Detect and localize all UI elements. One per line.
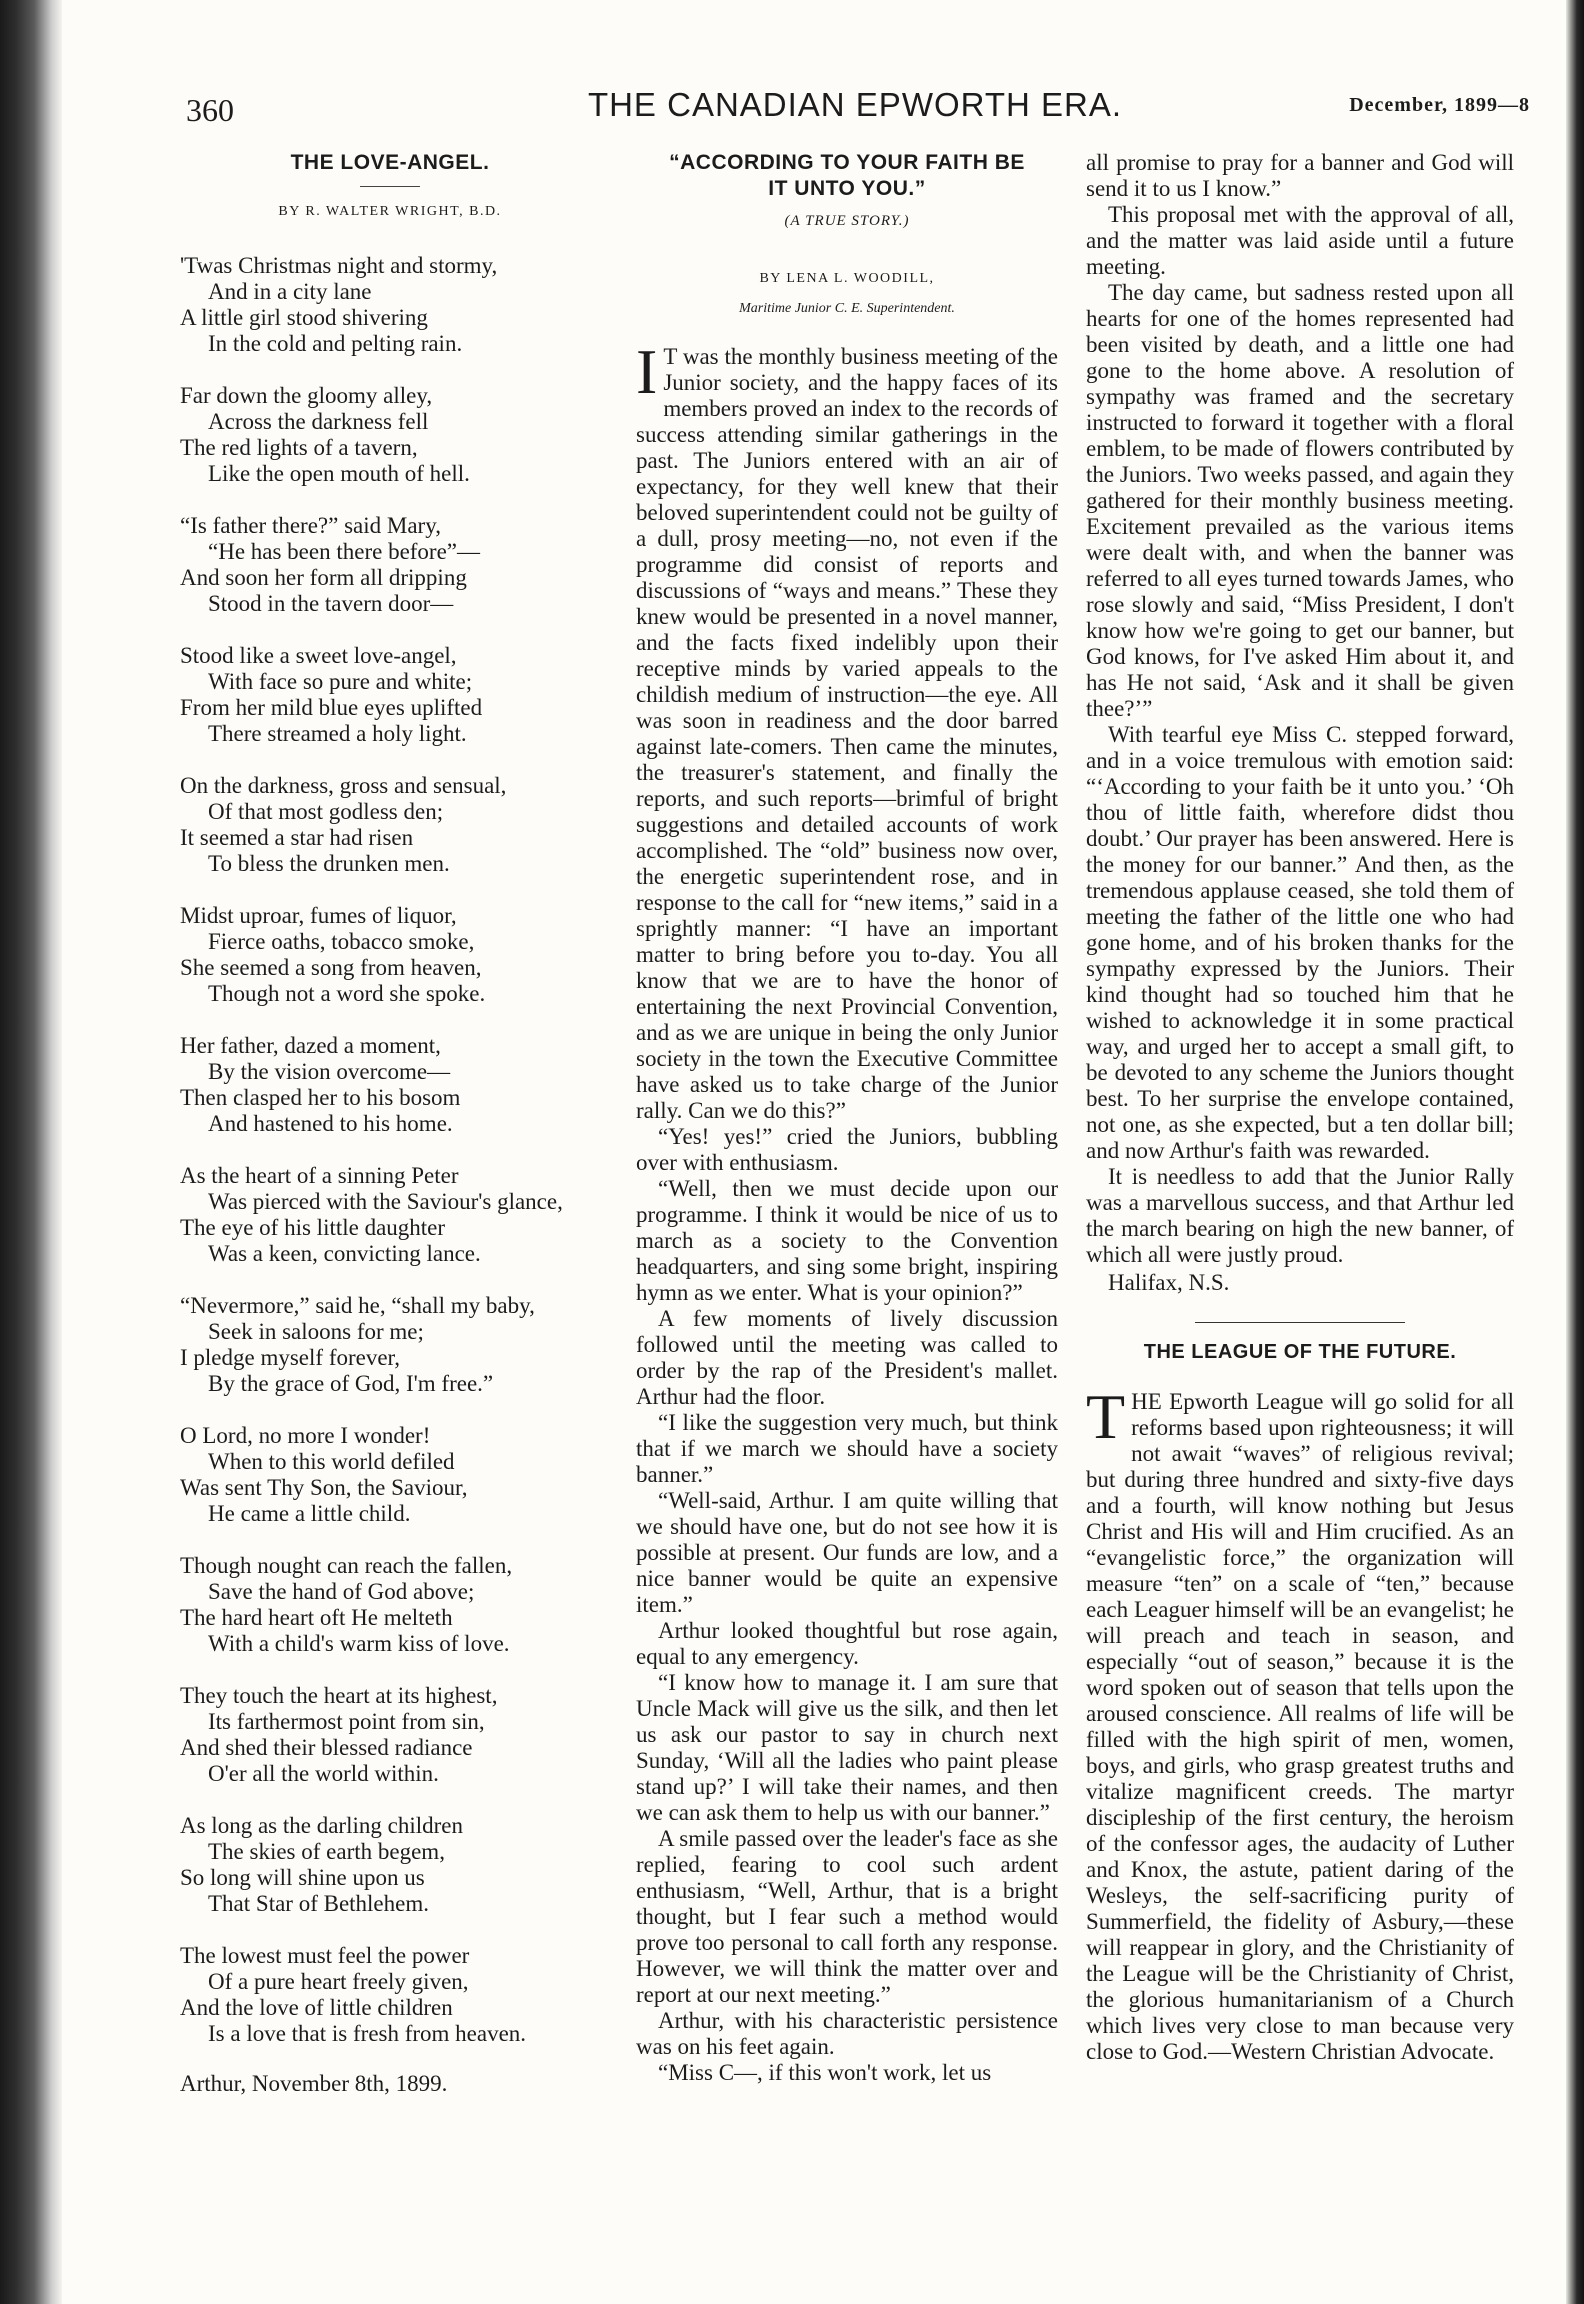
poem-stanza: [180, 773, 600, 877]
poem-line: Though not a word she spoke.: [208, 981, 486, 1006]
story-title: [636, 150, 1058, 202]
story-body: [636, 336, 1058, 2086]
poem-line: Stood like a sweet love-angel,: [180, 643, 457, 668]
story-paragraph: A few moments of lively discussion followed until the meeting was called to order by the rap of the President's mallet. Arthur had the floor.: [636, 1306, 1058, 1409]
poem-line: As the heart of a sinning Peter: [180, 1163, 459, 1188]
section-divider: [1195, 1322, 1405, 1323]
journal-title: THE CANADIAN EPWORTH ERA.: [587, 86, 1123, 123]
poem-stanzas: [180, 253, 600, 2047]
poem-line: “Is father there?” said Mary,: [180, 513, 441, 538]
story-paragraph: Arthur looked thoughtful but rose again, equal to any emergency.: [636, 1618, 1058, 1669]
poem-line: When to this world defiled: [208, 1449, 455, 1474]
story-paragraph: With tearful eye Miss C. stepped forward, and in a voice tremulous with emotion said: “‘According to your faith be it unto you.’ ‘Oh thou of little faith, wherefore didst thou doubt.’ Our prayer has been answered. Here is the money for our banner.” And then, as the tremendous applause ceased, she told them of meeting the father of the little one who had gone home, and of his broken thanks for the sympathy expressed by the Juniors. Their kind thought had so touched him that he wished to acknowledge it in some practical way, and urged her to accept a small gift, to be devoted to any scheme the Juniors thought best. To her surprise the envelope contained, not one, as she expected, but a ten dollar bill; and now Arthur's faith was rewarded.: [1086, 722, 1514, 1163]
poem-line: By the vision overcome—: [208, 1059, 451, 1084]
story-paragraph: “Miss C—, if this won't work, let us: [658, 2060, 992, 2085]
poem-line: In the cold and pelting rain.: [208, 331, 463, 356]
poem-stanza: [180, 903, 600, 1007]
poem-line: Its farthermost point from sin,: [208, 1709, 485, 1734]
poem-line: “He has been there before”—: [208, 539, 481, 564]
poem-line: Like the open mouth of hell.: [208, 461, 470, 486]
poem-line: Stood in the tavern door—: [208, 591, 454, 616]
poem-column: [180, 150, 600, 2097]
poem-line: Of a pure heart freely given,: [208, 1969, 469, 1994]
league-title: THE LEAGUE OF THE FUTURE.: [1143, 1341, 1457, 1363]
poem-line: The hard heart oft He melteth: [180, 1605, 453, 1630]
poem-line: He came a little child.: [208, 1501, 411, 1526]
poem-line: They touch the heart at its highest,: [180, 1683, 498, 1708]
story-title-line-1: “ACCORDING TO YOUR FAITH BE: [669, 151, 1025, 174]
story-paragraph: A smile passed over the leader's face as she replied, fearing to cool such ardent enthusiasm, “Well, Arthur, that is a bright thought, but I fear such a method would prove too personal to call forth any response. However, we will think the matter over and report at our next meeting.”: [636, 1826, 1058, 2007]
poem-line: I pledge myself forever,: [180, 1345, 401, 1370]
poem-stanza: [180, 1943, 600, 2047]
poem-line: Midst uproar, fumes of liquor,: [180, 903, 457, 928]
masthead: [180, 86, 1530, 136]
poem-line: Save the hand of God above;: [208, 1579, 475, 1604]
story-subtitle: (A TRUE STORY.): [784, 213, 910, 229]
poem-line: Was pierced with the Saviour's glance,: [208, 1189, 563, 1214]
poem-stanza: [180, 253, 600, 357]
poem-stanza: [180, 1813, 600, 1917]
poem-line: 'Twas Christmas night and stormy,: [180, 253, 498, 278]
poem-line: There streamed a holy light.: [208, 721, 467, 746]
story-paragraph: It is needless to add that the Junior Rally was a marvellous success, and that Arthur led the march bearing on high the new banner, of which all were justly proud.: [1086, 1164, 1514, 1267]
league-body: THE Epworth League will go solid for all reforms based upon righteousness; it will not await “waves” of religious revival; but during three hundred and sixty-five days and a fourth, will know nothing but Jesus Christ and His will and Him crucified. As an “evangelistic force,” the organization will measure “ten” on a scale of “ten,” because each Leaguer himself will be an evangelist; he will preach and teach in season, and especially “out of season,” because it is the word spoken out of season that tells upon the aroused conscience. All realms of life will be filled with the high spirit of men, women, boys, and girls, who grasp greatest truths and vitalize magnificent creeds. The martyr discipleship of the first century, the heroism of the confessor ages, the audacity of Luther and Knox, the astute, patient daring of the Wesleys, the self-sacrificing purity of Summerfield, the fidelity of Asbury,—these will reappear in glory, and the Christianity of the League will be the Christianity of Christ, the glorious humanitarianism of a Church which lives very close to man because very close to God.—Western Christian Advocate.: [1086, 1381, 1514, 2064]
poem-line: Then clasped her to his bosom: [180, 1085, 461, 1110]
poem-line: That Star of Bethlehem.: [208, 1891, 429, 1916]
poem-line: O'er all the world within.: [208, 1761, 439, 1786]
poem-line: From her mild blue eyes uplifted: [180, 695, 483, 720]
poem-line: The eye of his little daughter: [180, 1215, 446, 1240]
story-paragraph: This proposal met with the approval of all, and the matter was laid aside until a future meeting.: [1086, 202, 1514, 279]
poem-line: It seemed a star had risen: [180, 825, 414, 850]
story-paragraph: “Well-said, Arthur. I am quite willing that we should have one, but do not see how it is possible at present. Our funds are low, and a nice banner would be quite an expensive item.”: [636, 1488, 1058, 1617]
poem-line: Was a keen, convicting lance.: [208, 1241, 481, 1266]
poem-stanza: [180, 1293, 600, 1397]
poem-stanza: [180, 1683, 600, 1787]
poem-line: The skies of earth begem,: [208, 1839, 445, 1864]
story-paragraph: all promise to pray for a banner and God will send it to us I know.”: [1086, 150, 1514, 201]
story-title-line-2: IT UNTO YOU.”: [768, 177, 926, 200]
poem-stanza: [180, 1553, 600, 1657]
poem-line: The red lights of a tavern,: [180, 435, 418, 460]
page-number: 360: [186, 92, 234, 128]
poem-line: With a child's warm kiss of love.: [208, 1631, 510, 1656]
poem-line: “Nevermore,” said he, “shall my baby,: [180, 1293, 535, 1318]
poem-stanza: [180, 513, 600, 617]
poem-line: She seemed a song from heaven,: [180, 955, 482, 980]
story-paragraph: “Yes! yes!” cried the Juniors, bubbling over with enthusiasm.: [636, 1124, 1058, 1175]
poem-stanza: [180, 1163, 600, 1267]
poem-line: Is a love that is fresh from heaven.: [208, 2021, 527, 2046]
poem-line: And soon her form all dripping: [180, 565, 467, 590]
story-paragraph: The day came, but sadness rested upon all hearts for one of the homes represented had been visited by death, and a little one had gone to the home above. A resolution of sympathy was framed and the secretary instructed to forward it together with a floral emblem, to be made of flowers contributed by the Juniors. Two weeks passed, and again they gathered for their monthly business meeting. Excitement prevailed as the various items were dealt with, and when the banner was referred to all eyes turned towards James, who rose slowly and said, “Miss President, I don't know how we're going to get our banner, but God knows, for I've asked Him about it, and has He not said, ‘Ask and it shall be given thee?’”: [1086, 280, 1514, 721]
poem-line: Fierce oaths, tobacco smoke,: [208, 929, 475, 954]
poem-byline: BY R. WALTER WRIGHT, B.D.: [278, 204, 502, 219]
story-column: [636, 150, 1058, 2086]
poem-line: By the grace of God, I'm free.”: [208, 1371, 494, 1396]
poem-line: Her father, dazed a moment,: [180, 1033, 441, 1058]
poem-line: O Lord, no more I wonder!: [180, 1423, 431, 1448]
story-paragraph: Arthur, with his characteristic persistence was on his feet again.: [636, 2008, 1058, 2059]
story-byline: BY LENA L. WOODILL,: [759, 271, 935, 286]
poem-line: And the love of little children: [180, 1995, 453, 2020]
poem-line: The lowest must feel the power: [180, 1943, 470, 1968]
story-paragraph: “I like the suggestion very much, but think that if we march we should have a society banner.”: [636, 1410, 1058, 1487]
poem-line: And shed their blessed radiance: [180, 1735, 473, 1760]
poem-dateline: Arthur, November 8th, 1899.: [180, 2071, 448, 2096]
story-paragraph: “I know how to manage it. I am sure that Uncle Mack will give us the silk, and then let us ask our pastor to say in church next Sunday, ‘Will all the ladies who paint please stand up?’ I will take their names, and then we can ask them to help us with our banner.”: [636, 1670, 1058, 1825]
poem-stanza: [180, 643, 600, 747]
story-byline-role: Maritime Junior C. E. Superintendent.: [739, 301, 955, 316]
poem-title: THE LOVE-ANGEL.: [290, 151, 490, 174]
title-rule: [360, 186, 420, 187]
poem-line: And hastened to his home.: [208, 1111, 453, 1136]
issue-date: December, 1899—8: [1349, 94, 1530, 116]
poem-line: On the darkness, gross and sensual,: [180, 773, 507, 798]
poem-stanza: [180, 1033, 600, 1137]
poem-line: Of that most godless den;: [208, 799, 444, 824]
poem-line: Far down the gloomy alley,: [180, 383, 433, 408]
poem-line: Was sent Thy Son, the Saviour,: [180, 1475, 468, 1500]
poem-line: A little girl stood shivering: [180, 305, 428, 330]
right-column: [1086, 150, 1514, 2065]
story-paragraph: “Well, then we must decide upon our programme. I think it would be nice of us to march as a society to the Convention headquarters, and sing some bright, inspiring hymn as we enter. What is your opinion?”: [636, 1176, 1058, 1305]
poem-stanza: [180, 1423, 600, 1527]
poem-line: Though nought can reach the fallen,: [180, 1553, 513, 1578]
poem-stanza: [180, 383, 600, 487]
poem-line: And in a city lane: [208, 279, 372, 304]
poem-line: Across the darkness fell: [208, 409, 429, 434]
story-signoff: Halifax, N.S.: [1108, 1270, 1230, 1295]
poem-line: To bless the drunken men.: [208, 851, 450, 876]
poem-line: Seek in saloons for me;: [208, 1319, 424, 1344]
story-continued-body: [1086, 150, 1514, 1268]
poem-line: So long will shine upon us: [180, 1865, 425, 1890]
poem-line: As long as the darling children: [180, 1813, 463, 1838]
poem-line: With face so pure and white;: [208, 669, 473, 694]
story-paragraph: IT was the monthly business meeting of the Junior society, and the happy faces of its members proved an index to the records of success attending similar gatherings in the past. The Juniors entered with an air of expectancy, for they well knew that their beloved superintendent could not be guilty of a dull, prosy meeting—no, not even if the programme did consist of reports and discussions of “ways and means.” These they knew would be presented in a novel manner, and the facts fixed indelibly upon their receptive minds by varied appeals to the childish medium of instruction—the eye. All was soon in readiness and the door barred against late-comers. Then came the minutes, the treasurer's statement, and finally the reports, and such reports—brimful of bright suggestions and detailed accounts of work accomplished. The “old” business now over, the energetic superintendent rose, and in response to the call for “new items,” said in a sprightly manner: “I have an important matter to bring before you to-day. You all know that we are to have the honor of entertaining the next Provincial Convention, and as we are unique in being the only Junior society in the town the Executive Committee have asked us to take charge of the Junior rally. Can we do this?”: [636, 336, 1058, 1123]
